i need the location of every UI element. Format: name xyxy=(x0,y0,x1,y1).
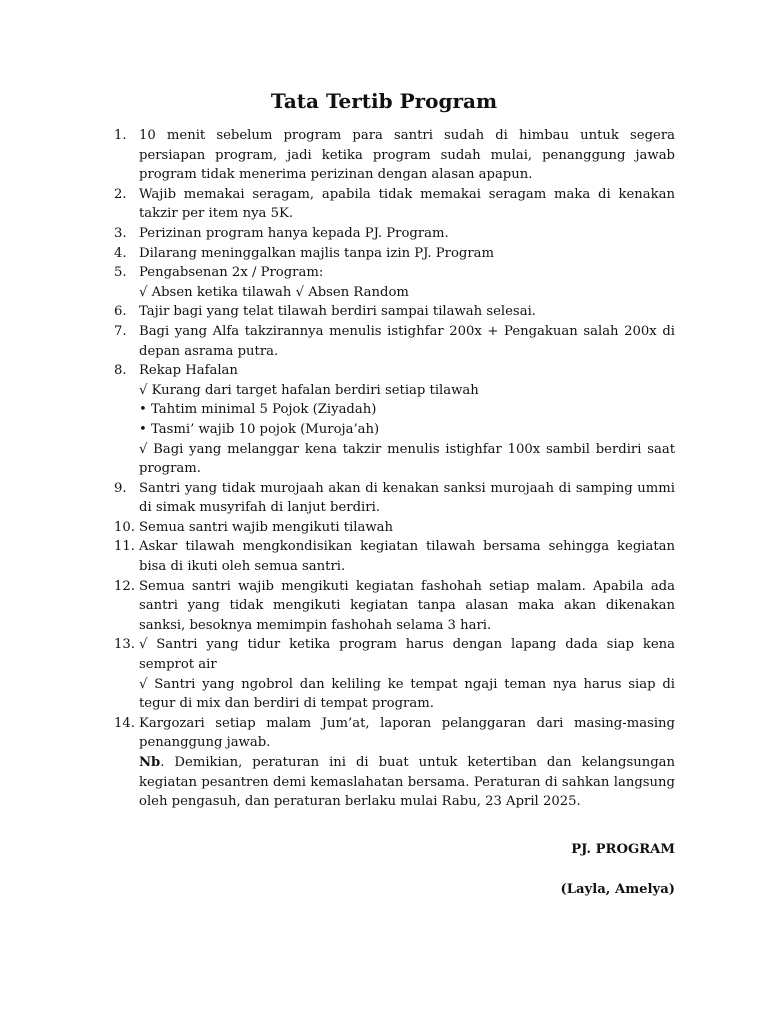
rule-line: √ Santri yang tidur ketika program harus dengan lapang dada siap kena semprot air xyxy=(139,637,675,673)
rule-line: √ Absen ketika tilawah √ Absen Random xyxy=(139,284,409,300)
rule-item xyxy=(0,635,768,713)
rule-text xyxy=(139,302,675,322)
rule-text xyxy=(139,224,675,244)
rule-number: 13. xyxy=(114,637,135,653)
signature-names: (Layla, Amelya) xyxy=(560,882,675,897)
rule-line: Tajir bagi yang telat tilawah berdiri sampai tilawah selesai. xyxy=(139,304,536,320)
rule-item xyxy=(0,537,768,576)
rule-number: 8. xyxy=(114,363,127,379)
rule-text xyxy=(139,322,675,361)
rule-number: 12. xyxy=(114,578,135,594)
rule-number: 6. xyxy=(114,304,127,320)
rule-text xyxy=(139,361,675,479)
rule-number: 4. xyxy=(114,245,127,261)
note-label: Nb xyxy=(139,755,161,770)
rule-item xyxy=(0,322,768,361)
rule-line: Bagi yang Alfa takzirannya menulis istighfar 200x + Pengakuan salah 200x di depan asrama putra. xyxy=(139,323,675,359)
rule-text xyxy=(139,126,675,185)
rule-item xyxy=(0,714,768,812)
rule-line: Wajib memakai seragam, apabila tidak memakai seragam maka di kenakan takzir per item nya 5K. xyxy=(139,186,675,222)
rule-number: 9. xyxy=(114,480,127,496)
rule-line: √ Bagi yang melanggar kena takzir menulis istighfar 100x sambil berdiri saat program. xyxy=(139,441,675,477)
rule-number: 1. xyxy=(114,128,127,143)
rule-item xyxy=(0,224,768,244)
document-title: Tata Tertib Program xyxy=(270,89,498,113)
rule-line: Santri yang tidak murojaah akan di kenakan sanksi murojaah di samping ummi di simak musyrifah di lanjut berdiri. xyxy=(139,480,675,516)
rule-item xyxy=(0,126,768,185)
rule-line: • Tasmi’ wajib 10 pojok (Muroja’ah) xyxy=(139,421,380,437)
rule-number: 11. xyxy=(114,539,135,555)
signature-title: PJ. PROGRAM xyxy=(571,842,675,857)
rule-number: 3. xyxy=(114,225,127,241)
rule-text xyxy=(139,635,675,713)
rule-line: √ Kurang dari target hafalan berdiri setiap tilawah xyxy=(139,382,479,398)
rule-number: 7. xyxy=(114,323,127,339)
rule-item xyxy=(0,302,768,322)
rule-number: 2. xyxy=(114,186,127,202)
rule-text xyxy=(139,244,675,264)
rule-text xyxy=(139,518,675,538)
rule-line: Semua santri wajib mengikuti kegiatan fashohah setiap malam. Apabila ada santri yang tidak mengikuti kegiatan tanpa alasan maka akan dikenakan sanksi, besoknya memimpin fashohah selama 3 hari. xyxy=(139,578,675,633)
rule-number: 10. xyxy=(114,519,135,535)
rule-line: Semua santri wajib mengikuti tilawah xyxy=(139,519,394,535)
rule-text xyxy=(139,479,675,518)
note-paragraph xyxy=(139,753,675,812)
rules-list xyxy=(0,126,768,812)
rule-text xyxy=(139,577,675,636)
rule-item xyxy=(0,185,768,224)
rule-item xyxy=(0,361,768,479)
rule-item xyxy=(0,263,768,302)
rule-line: Perizinan program hanya kepada PJ. Program. xyxy=(139,225,449,241)
rule-line: Dilarang meninggalkan majlis tanpa izin PJ. Program xyxy=(139,245,494,261)
rule-item xyxy=(0,518,768,538)
note-text: . Demikian, peraturan ini di buat untuk ketertiban dan kelangsungan kegiatan pesantren demi kemaslahatan bersama. Peraturan di sahkan langsung oleh pengasuh, dan peraturan berlaku mulai Rabu, 23 April 2025. xyxy=(139,755,675,810)
rule-item xyxy=(0,577,768,636)
rule-number: 14. xyxy=(114,715,135,731)
rule-text xyxy=(139,185,675,224)
rule-line: 10 menit sebelum program para santri sudah di himbau untuk segera persiapan program, jadi ketika program sudah mulai, penanggung jawab program tidak menerima perizinan dengan alasan apapun. xyxy=(139,128,675,183)
rule-item xyxy=(0,244,768,264)
rule-line: • Tahtim minimal 5 Pojok (Ziyadah) xyxy=(139,402,377,418)
rule-text xyxy=(139,537,675,576)
rule-item xyxy=(0,479,768,518)
rule-line: Pengabsenan 2x / Program: xyxy=(139,265,324,281)
rule-line: Kargozari setiap malam Jum’at, laporan pelanggaran dari masing-masing penanggung jawab. xyxy=(139,715,675,751)
rule-line: Rekap Hafalan xyxy=(139,363,238,379)
rule-line: √ Santri yang ngobrol dan keliling ke tempat ngaji teman nya harus siap di tegur di mix dan berdiri di tempat program. xyxy=(139,676,675,712)
rule-number: 5. xyxy=(114,265,127,281)
rule-text xyxy=(139,714,675,812)
rule-line: Askar tilawah mengkondisikan kegiatan tilawah bersama sehingga kegiatan bisa di ikuti oleh semua santri. xyxy=(139,539,675,575)
rule-text xyxy=(139,263,675,302)
